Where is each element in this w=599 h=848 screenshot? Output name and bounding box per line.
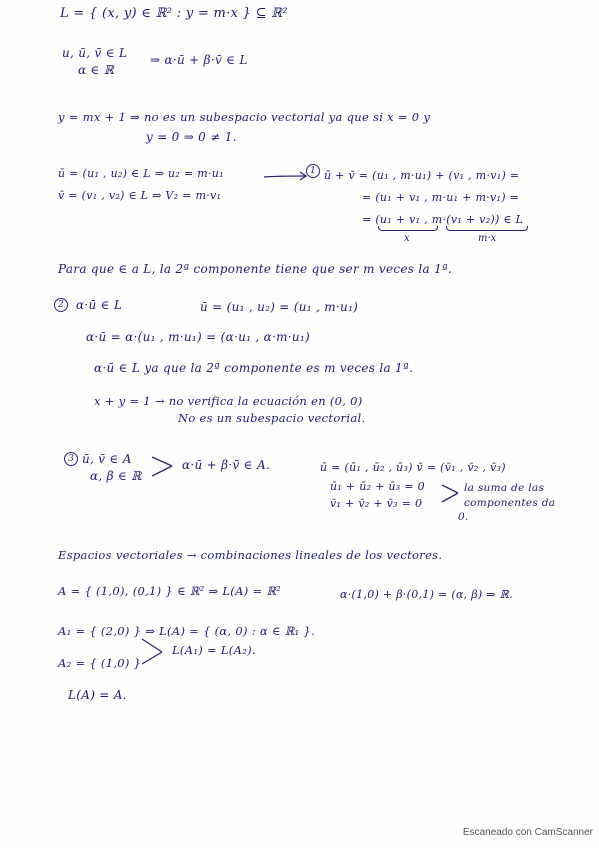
note-line: L = { (x, y) ∈ ℝ² : y = m·x } ⊆ ℝ² — [60, 6, 288, 21]
note-line: u, ū, v̄ ∈ L — [62, 46, 128, 60]
note-line: α ∈ ℝ — [78, 63, 115, 77]
note-line: ⇒ α·ū + β·v̄ ∈ L — [150, 53, 248, 67]
note-line: α, β ∈ ℝ — [90, 469, 142, 483]
note-line: ū = (u₁ , u₂) ∈ L ⇒ u₂ = m·u₁ — [58, 167, 224, 180]
underbrace — [378, 226, 438, 231]
note-line: α·ū ∈ L — [76, 298, 123, 312]
note-line: y = mx + 1 ⇒ no es un subespacio vectorial ya que si x = 0 y — [58, 110, 431, 124]
scanner-watermark: Escaneado con CamScanner — [462, 827, 593, 838]
note-line: Espacios vectoriales → combinaciones lineales de los vectores. — [58, 548, 443, 562]
note-line: No es un subespacio vectorial. — [178, 411, 366, 425]
note-line: la suma de las — [464, 482, 545, 494]
note-line: 0. — [458, 511, 469, 523]
merge-arrow-icon — [140, 636, 170, 670]
step-number-circle: 1 — [306, 164, 320, 178]
note-line: α·(1,0) + β·(0,1) = (α, β) ⇒ ℝ. — [340, 588, 513, 601]
note-line: α·ū + β·v̄ ∈ A. — [182, 458, 271, 472]
note-line: x + y = 1 → no verifica la ecuación en (0, 0) — [94, 394, 363, 408]
note-line: = (u₁ + v₁ , m·u₁ + m·v₁) = — [362, 191, 520, 204]
underbrace — [446, 226, 528, 231]
note-line: ū₁ + ū₂ + ū₃ = 0 — [330, 480, 425, 493]
note-line: α·ū ∈ L ya que la 2ª componente es m veces la 1ª. — [94, 361, 414, 375]
underbrace-label: m·x — [478, 233, 497, 244]
step-number-circle: 2 — [54, 298, 68, 312]
note-line: = (u₁ + v₁ , m·(v₁ + v₂)) ∈ L — [362, 213, 524, 226]
note-line: Para que ∈ a L, la 2ª componente tiene que ser m veces la 1ª. — [58, 262, 453, 276]
right-arrow-icon — [262, 170, 312, 182]
note-line: A₂ = { (1,0) } — [58, 656, 142, 670]
underbrace-label: x — [404, 233, 410, 244]
step-number-circle: 3 — [64, 452, 78, 466]
note-line: ū, v̄ ∈ A — [82, 452, 132, 466]
note-line: α·ū = α·(u₁ , m·u₁) = (α·u₁ , α·m·u₁) — [86, 330, 311, 344]
note-line: componentes da — [464, 497, 556, 509]
note-line: ū + v̄ = (u₁ , m·u₁) + (v₁ , m·v₁) = — [324, 169, 520, 182]
note-line: v̄₁ + v̄₂ + v̄₃ = 0 — [330, 497, 423, 510]
merge-arrow-icon — [440, 482, 464, 508]
note-line: L(A) = A. — [68, 688, 127, 702]
note-line: ū = (u₁ , u₂) = (u₁ , m·u₁) — [200, 300, 359, 314]
note-line: L(A₁) = L(A₂). — [172, 643, 256, 657]
note-line: ū = (ū₁ , ū₂ , ū₃) v̄ = (v̄₁ , v̄₂ , v̄₃) — [320, 461, 506, 474]
note-line: v̄ = (v₁ , v₂) ∈ L ⇒ V₂ = m·v₁ — [58, 189, 222, 202]
note-line: y = 0 ⇒ 0 ≠ 1. — [146, 130, 237, 144]
merge-arrow-icon — [150, 454, 180, 484]
note-line: A = { (1,0), (0,1) } ∈ ℝ² ⇒ L(A) = ℝ² — [58, 584, 282, 598]
note-line: A₁ = { (2,0) } ⇒ L(A) = { (α, 0) : α ∈ ℝ₁ }. — [58, 624, 315, 638]
